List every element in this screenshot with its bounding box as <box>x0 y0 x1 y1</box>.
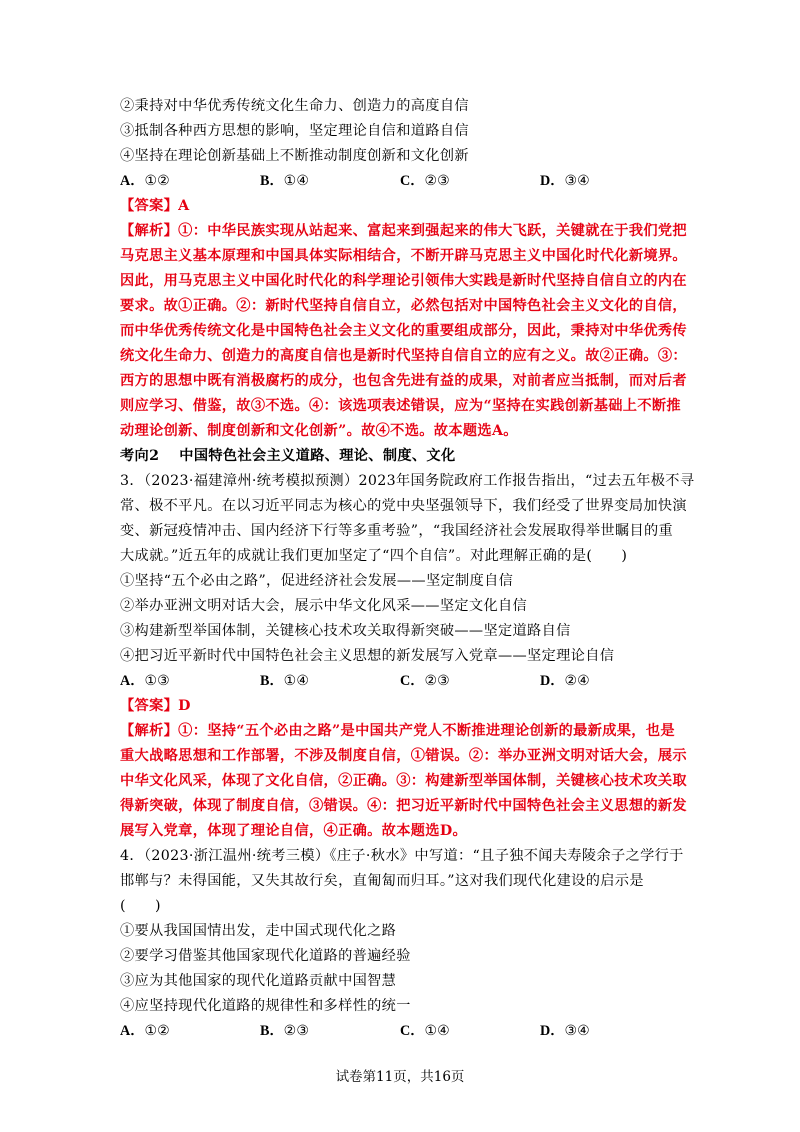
q4-option-c: C．①④ <box>400 1023 450 1039</box>
q2-analysis-line: 马克思主义基本原理和中国具体实际相结合，不断开辟马克思主义中国化时代化新境界。 <box>120 248 687 264</box>
q3-stem-line: 大成就。”近五年的成就让我们更加坚定了“四个自信”。对此理解正确的是( ) <box>120 548 628 564</box>
q3-analysis-line: 展写入党章，体现了理论自信，④正确。故本题选D。 <box>120 823 468 839</box>
q4-options <box>120 1019 700 1043</box>
q3-analysis-line: 重大战略思想和工作部署，不涉及制度自信，①错误。②：举办亚洲文明对话大会，展示 <box>120 748 687 764</box>
q2-options <box>120 169 700 193</box>
q2-option-a: A．①② <box>120 173 170 189</box>
page-footer: 试卷第11页，共16页 <box>335 1069 465 1085</box>
q2-analysis-line: 因此，用马克思主义中国化时代化的科学理论引领伟大实践是新时代坚持自信自立的内在 <box>120 273 687 289</box>
q2-statement: ②秉持对中华优秀传统文化生命力、创造力的高度自信 <box>120 98 469 114</box>
q4-statement: ④应坚持现代化道路的规律性和多样性的统一 <box>120 998 411 1014</box>
q4-stem-line: 4．（2023·浙江温州·统考三模）《庄子·秋水》中写道：“且子独不闻夫寿陵余子之学行于 <box>120 848 684 864</box>
q2-analysis-line: 西方的思想中既有消极腐朽的成分，也包含先进有益的成果，对前者应当抵制，而对后者 <box>120 373 687 389</box>
q3-option-d: D．②④ <box>540 673 590 689</box>
q2-answer: 【答案】A <box>120 198 190 214</box>
q3-statement: ④把习近平新时代中国特色社会主义思想的新发展写入党章——坚定理论自信 <box>120 648 615 664</box>
q3-statement: ①坚持“五个必由之路”，促进经济社会发展——坚定制度自信 <box>120 573 514 589</box>
q3-analysis-line: 得新突破，体现了制度自信，③错误。④：把习近平新时代中国特色社会主义思想的新发 <box>120 798 687 814</box>
section-label: 考向2 <box>120 448 160 464</box>
q2-option-c: C．②③ <box>400 173 450 189</box>
q2-analysis-line: 则应学习、借鉴，故③不选。④：该选项表述错误，应为“坚持在实践创新基础上不断推 <box>120 398 681 414</box>
q2-option-b: B．①④ <box>260 173 310 189</box>
q4-stem-line: ( ) <box>120 898 161 914</box>
q2-analysis-line: 统文化生命力、创造力的高度自信也是新时代坚持自信自立的应有之义。故②正确。③： <box>120 348 687 364</box>
q2-option-d: D．③④ <box>540 173 590 189</box>
q3-answer: 【答案】D <box>120 698 191 714</box>
q3-option-b: B．①④ <box>260 673 310 689</box>
q2-analysis-line: 动理论创新、制度创新和文化创新”。故④不选。故本题选A。 <box>120 423 518 439</box>
q4-statement: ③应为其他国家的现代化道路贡献中国智慧 <box>120 973 397 989</box>
q4-stem-line: 邯郸与？未得国能，又失其故行矣，直匍匐而归耳。”这对我们现代化建设的启示是 <box>120 873 644 889</box>
q3-statement: ③构建新型举国体制，关键核心技术攻关取得新突破——坚定道路自信 <box>120 623 571 639</box>
q3-option-c: C．②③ <box>400 673 450 689</box>
q2-statement: ③抵制各种西方思想的影响，坚定理论自信和道路自信 <box>120 123 469 139</box>
q3-stem-line: 3．（2023·福建漳州·统考模拟预测）2023年国务院政府工作报告指出，“过去五年极不寻 <box>120 473 695 489</box>
q4-statement: ②要学习借鉴其他国家现代化道路的普遍经验 <box>120 948 411 964</box>
q4-option-a: A．①② <box>120 1023 170 1039</box>
q2-statement: ④坚持在理论创新基础上不断推动制度创新和文化创新 <box>120 148 469 164</box>
q2-analysis-line: 要求。故①正确。②：新时代坚持自信自立，必然包括对中国特色社会主义文化的自信， <box>120 298 687 314</box>
q3-stem-line: 常、极不平凡。在以习近平同志为核心的党中央坚强领导下，我们经受了世界变局加快演 <box>120 498 687 514</box>
section-title: 中国特色社会主义道路、理论、制度、文化 <box>179 448 456 464</box>
q3-stem-line: 变、新冠疫情冲击、国内经济下行等多重考验”，“我国经济社会发展取得举世瞩目的重 <box>120 523 674 539</box>
q3-analysis-line: 中华文化风采，体现了文化自信，②正确。③：构建新型举国体制，关键核心技术攻关取 <box>120 773 687 789</box>
q4-statement: ①要从我国国情出发，走中国式现代化之路 <box>120 923 397 939</box>
q3-option-a: A．①③ <box>120 673 170 689</box>
section-heading <box>120 444 700 468</box>
q3-options <box>120 669 700 693</box>
q4-option-b: B．②③ <box>260 1023 310 1039</box>
q4-option-d: D．③④ <box>540 1023 590 1039</box>
q3-statement: ②举办亚洲文明对话大会，展示中华文化风采——坚定文化自信 <box>120 598 528 614</box>
q2-analysis-line: 【解析】①：中华民族实现从站起来、富起来到强起来的伟大飞跃，关键就在于我们党把 <box>120 223 687 239</box>
q3-analysis-line: 【解析】①：坚持“五个必由之路”是中国共产党人不断推进理论创新的最新成果，也是 <box>120 723 675 739</box>
q2-analysis-line: 而中华优秀传统文化是中国特色社会主义文化的重要组成部分，因此，秉持对中华优秀传 <box>120 323 687 339</box>
